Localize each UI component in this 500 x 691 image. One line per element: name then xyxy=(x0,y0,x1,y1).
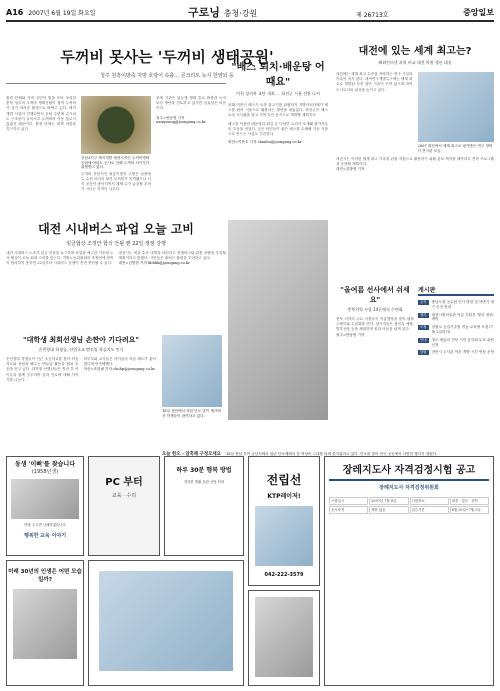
ad-prostate xyxy=(248,456,320,586)
ad1-photo xyxy=(11,479,79,519)
ad5-table-cell: 2007년 7월 8일 xyxy=(369,497,408,505)
world-best-photo-caption: 2007 대전에서 세계 최고로 평가받은 연구 장비가 전시된 모습. xyxy=(417,144,493,153)
ad5-table-cell: 6월 20일~7월 3일 xyxy=(450,506,489,514)
bus-strike-byline: 대전=김방현 기자 kbhkk@joongang.co.kr xyxy=(118,261,190,266)
ad3-body: 건강한 생활 습관 상담 안내 xyxy=(183,480,225,484)
world-best-article xyxy=(336,28,494,278)
ad1-sub: (1958년생) xyxy=(31,469,59,475)
paper-name: 중앙일보 xyxy=(463,8,494,17)
temple-article xyxy=(336,285,414,435)
notice-tag: 공지 xyxy=(420,300,427,304)
world-best-subtitle: 해외인터넷 과학 비교 대전 차원 생산 대상 xyxy=(378,60,452,65)
ad1-body: 연락 주시면 사례하겠습니다 xyxy=(24,523,66,527)
notice-item xyxy=(418,350,494,355)
small-photo xyxy=(162,335,222,407)
notice-list xyxy=(418,300,494,355)
ad-funeral-exam xyxy=(324,456,494,686)
section-logo-text: 구로닝 xyxy=(188,6,220,19)
section-logo xyxy=(188,4,257,20)
ad2-sub: 교육 · 수리 xyxy=(111,493,137,499)
ad4-title: 전립선 xyxy=(266,473,302,487)
bass-article-body-2: 배스를 이용한 매운탕과 튀김 등 다양한 요리가 소개돼 참가자들의 호응을 얻었다. 군은 어민들이 잡은 배스를 수매해 가공 식품으로 만드는 사업도 추진한다. xyxy=(228,121,328,137)
ad-misc xyxy=(88,560,244,686)
dano-photo xyxy=(228,220,328,420)
world-best-body: 대전에는 세계 최고 수준을 자랑하는 연구 시설과 기록이 적지 않다. 대덕연구개발특구에는 세계 최초로 개발된 각종 첨단 기술이 모여 있으며 과학 도시로서의 위상을 높이고 있다. xyxy=(336,72,413,92)
college-article-title: "대학생 최희선생님 손짠아 기다려요" xyxy=(22,336,140,344)
ad3-title: 하루 30분 행복 방법 xyxy=(176,467,232,474)
ad4-phone: 042-222-3579 xyxy=(264,572,304,578)
ad5-table-cell: 시험장소 xyxy=(410,497,449,505)
world-best-byline: 대전=김방현 기자 xyxy=(336,167,365,172)
notice-tag: 모집 xyxy=(420,325,427,330)
ad5-table-cell: 응시자격 xyxy=(329,506,368,514)
section-sub: 충청·강원 xyxy=(223,9,258,18)
notice-text: 강원도 농업기술원 귀농 교육생 모집 (7월 2일까지) xyxy=(431,325,494,334)
bus-strike-article xyxy=(6,220,226,282)
bus-strike-subtitle: 임금협상 조정안 합의 안될 땐 22일 쟁점 강행 xyxy=(66,241,166,247)
ad1-logo: 행복한 교육 이야기 xyxy=(23,532,67,539)
ad5-table xyxy=(329,497,489,514)
ad1-title: 동생 '이뻐'를 찾습니다 xyxy=(14,461,76,468)
issue-number: 제 26713호 xyxy=(356,12,389,19)
temple-title: "올여름 선사에서 쉬세요" xyxy=(340,286,410,304)
ad6-title: 미래 30년의 인생은 어떤 모습일까? xyxy=(8,569,82,583)
world-best-photo xyxy=(418,72,495,142)
toad-article-subtitle: 청주 원흥이방죽 지방 호랑이 속출… 콘크리트 녹지 한영되 등 xyxy=(100,73,234,79)
bus-strike-body: 대전 시내버스 노조가 임금 인상을 요구하며 파업을 예고한 가운데 노사 협상이 오늘 최대 고비를 맞는다. 지방노동위원회의 조정안에 양측이 합의하지 못하면 22일부터 시내버스 운행이 전면 중단될 수 있다. xyxy=(6,251,114,266)
bass-article-subtitle: 이천 성의복 교단 개최 … 화천군 식용 전환 나서 xyxy=(236,91,320,96)
dano-caption: 18일 충남 부여 궁남지에서 열린 단오제에서 한 여성이 그네를 타며 즐거워하고 있다. 단오를 맞아 전국 곳곳에서 다양한 행사가 열렸다. xyxy=(225,452,438,456)
notice-item xyxy=(418,325,494,335)
dano-caption-title: 오늘 한오 - 암흑해 구정모세요 xyxy=(162,452,221,457)
ad5-table-cell: 대전 · 청주 · 천안 xyxy=(450,497,489,505)
notice-text: 천안시 도서관 야간 개방 시간 연장 운영 xyxy=(431,350,494,355)
notice-board-title: 게시판 xyxy=(418,285,494,296)
temple-body: 충북 지역의 주요 사찰들이 여름방학을 맞아 템플스테이와 수련회를 연다. 참가자들은 참선과 예불, 발우공양 등을 체험하며 몸과 마음을 쉬게 된다. xyxy=(336,317,414,332)
college-article-body: 순천향대 학생들이 인근 초등학교를 찾아 학습 지도와 상담을 해주는 멘토링 활동을 펼쳐 호응을 얻고 있다. 대학생 선생님들은 방과 후 아이들과 함께 공부하며 꿈과 진로에 대해 이야기를 나눈다. xyxy=(6,357,79,382)
page-header xyxy=(6,4,494,22)
world-best-body-2: 대전시는 이러한 세계 최고 기록을 관광 자원으로 활용하기 위해 홍보 책자를 제작하고 견학 프로그램을 운영할 계획이다. xyxy=(336,157,494,167)
notice-text: 충남도청 공무원 인사 발령 및 하반기 정기 승진 안내 xyxy=(431,300,494,309)
college-article-subtitle: 순천향대 학생들, 산업초교 멘토링 학습지도 인기 xyxy=(38,347,124,352)
temple-byline: 청주=안남영 기자 xyxy=(336,332,365,337)
ad6-photo xyxy=(13,589,77,659)
ad5-title: 장레지도사 자격검정시험 공고 xyxy=(342,465,476,476)
bass-article-body: 외래 어종인 배스가 토종 물고기를 위협하자 지방자치단체가 배스를 잡아 식용으로 활용하는 방안을 내놓았다. 화천군은 배스 요리 시식회를 열고 지역 특산 음식으로 개발할 계획이다. xyxy=(228,103,328,118)
world-best-title: 대전에 있는 세계 최고는? xyxy=(358,46,472,57)
temple-subtitle: 충북지역 사찰 14곳에서 수련회 xyxy=(347,307,403,312)
ad5-table-cell: 시험일시 xyxy=(329,497,368,505)
dano-caption-block xyxy=(162,440,492,457)
bus-strike-title: 대전 시내버스 파업 오늘 고비 xyxy=(38,222,194,236)
toad-article-body-2: 두꺼비 산란지인 원흥이방죽 주변은 올봄에도 수천 마리의 새끼 두꺼비가 목격됐으나 서식 공간이 좁아지면서 개체 수가 급감할 우려가 크다는 지적이 나온다. xyxy=(81,171,151,192)
ad5-table-cell: 제한 없음 xyxy=(369,506,408,514)
ad-happy xyxy=(164,456,244,556)
notice-text: 청주 예술의 전당 시민 음악회 무료 관람 신청 xyxy=(431,337,494,347)
notice-tag: 알림 xyxy=(420,350,427,355)
page-label: A16 xyxy=(6,7,24,17)
notice-item xyxy=(418,338,494,348)
toad-article-body: 환경 단체와 지역 주민이 힘을 모아 조성한 충북 청주의 두꺼비 생태공원이 정작 두꺼비가 살기 어려운 환경으로 바뀌고 있다. 택지 개발 사업이 진행되면서 공원 주변에 콘크리트 구조물이 들어서고 두꺼비의 이동 통로가 끊겼기 때문이다. 환경 단체는 대책 마련을 촉구하고 있다. xyxy=(6,96,76,132)
ad4-photo xyxy=(255,506,313,566)
ad-misc-photo xyxy=(99,571,233,671)
dano-photo-block xyxy=(228,220,328,440)
ad2-title: PC 부터 xyxy=(105,477,143,488)
notice-item xyxy=(418,313,494,323)
toad-photo-caption: 산남3지구 택지개발 예정지역인 두꺼비생태공원에 아파트 공사로 인해 두꺼비 서식지가 위협받고 있다. xyxy=(81,156,150,169)
toad-article-body-3: 관계 기관은 뒤늦게 생태 통로 확충과 녹지 보강 방안을 검토하고 있지만 실효성은 의문이다. xyxy=(156,96,226,111)
college-article-body-2: 학부모와 교사들은 아이들의 학습 태도가 좋아졌다며 만족해했다. xyxy=(83,357,156,367)
ad-misc-2-photo xyxy=(255,597,313,677)
bass-article xyxy=(228,58,328,213)
toad-article-title: 두꺼비 못사는 '두꺼비 생태공원' xyxy=(60,48,274,66)
bass-article-title: "배스 퇴치·배운탕 어때요" xyxy=(231,62,325,88)
toad-article-byline: 청주=안남영 기자 namyoung@joongang.co.kr xyxy=(156,115,206,125)
small-photo-caption: 18일 천안에서 열린 단오 맞이 행사에서 학생들이 참여하고 있다. xyxy=(162,409,221,418)
ad-missing-person xyxy=(6,456,84,556)
small-photo-block xyxy=(162,335,222,440)
ad4-sub: KTP레이저! xyxy=(267,493,301,500)
page-date: 2007년 6월 19일 화요일 xyxy=(28,9,96,17)
toad-photo xyxy=(81,96,151,154)
notice-item xyxy=(418,300,494,310)
ad5-sub: 장례지도사 자격검정위원회 xyxy=(379,485,439,491)
college-article-byline: 아산=조한필 기자 chohp@joongang.co.kr xyxy=(83,367,155,372)
college-article xyxy=(6,335,156,445)
ad-misc-2 xyxy=(248,590,320,686)
ad-future xyxy=(6,560,84,686)
bus-strike-body-2: 대전시는 비상 수송 대책을 마련하고 전세버스와 관용 차량을 투입할 계획이라고 밝혔다. 시민들은 출퇴근 불편을 우려하고 있다. xyxy=(118,251,226,261)
ad-pc xyxy=(88,456,160,556)
notice-tag: 안내 xyxy=(420,337,427,342)
notice-board xyxy=(418,285,494,435)
notice-tag: 행사 xyxy=(420,312,427,317)
ad5-table-cell: 접수기간 xyxy=(410,506,449,514)
bass-article-byline: 화천=이찬호 기자 chanho@joongang.co.kr xyxy=(228,140,302,145)
notice-text: 대전시립미술관 여름 기획전 '빛의 정원' 개막 xyxy=(431,312,494,322)
